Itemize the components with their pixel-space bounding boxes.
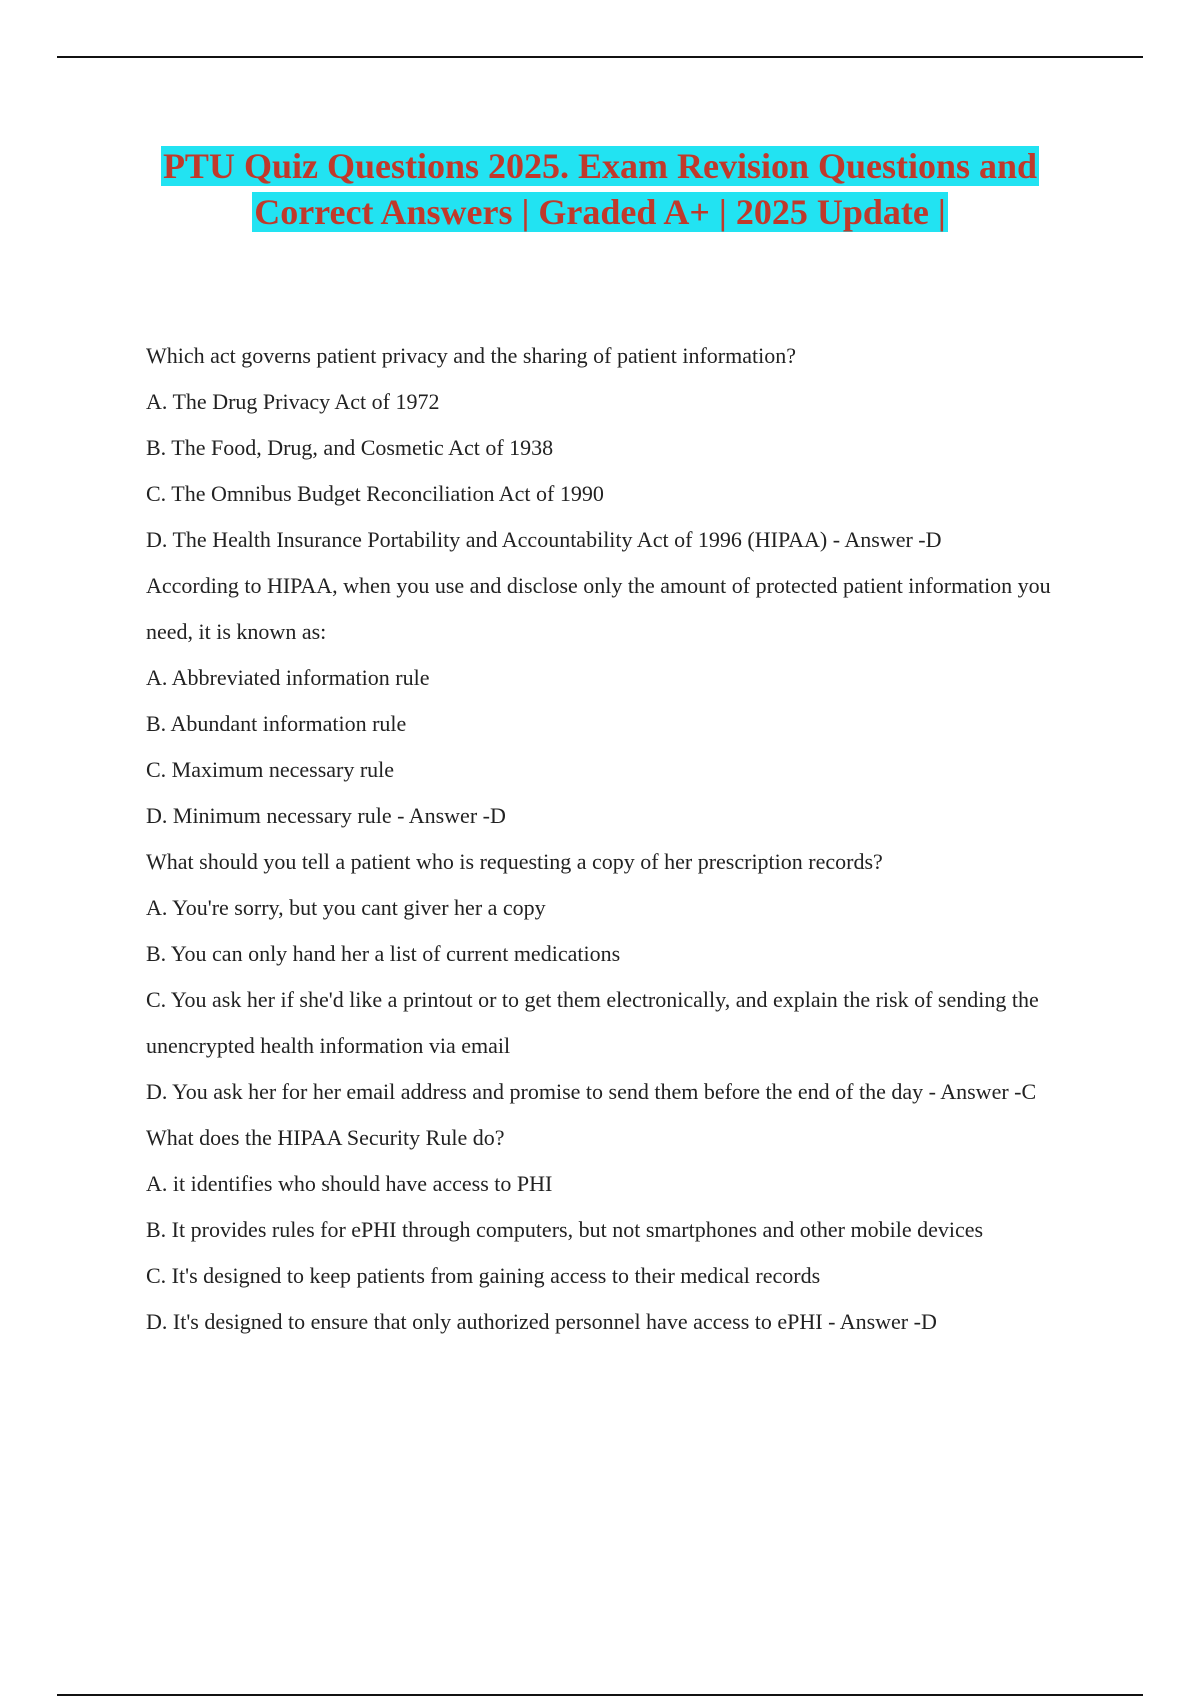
- question-3-option-d: D. You ask her for her email address and promise to send them before the end of the day - Answer -C: [146, 1079, 1037, 1104]
- question-2-option-d: D. Minimum necessary rule - Answer -D: [146, 803, 506, 828]
- question-2: According to HIPAA, when you use and disclose only the amount of protected patient information you: [146, 573, 1051, 598]
- top-rule: [57, 56, 1143, 58]
- question-4-option-a: A. it identifies who should have access to PHI: [146, 1171, 553, 1196]
- question-4-option-c: C. It's designed to keep patients from gaining access to their medical records: [146, 1263, 821, 1288]
- bottom-rule: [57, 1694, 1143, 1696]
- question-1-option-b: B. The Food, Drug, and Cosmetic Act of 1938: [146, 435, 554, 460]
- question-3-option-c: C. You ask her if she'd like a printout or to get them electronically, and explain the risk of sending the: [146, 987, 1039, 1012]
- question-3-option-c-continued: unencrypted health information via email: [146, 1033, 511, 1058]
- question-1-option-c: C. The Omnibus Budget Reconciliation Act of 1990: [146, 481, 604, 506]
- question-3-option-a: A. You're sorry, but you cant giver her a copy: [146, 895, 546, 920]
- document-body: [146, 342, 1096, 1354]
- question-4-option-d: D. It's designed to ensure that only authorized personnel have access to ePHI - Answer -D: [146, 1309, 937, 1334]
- question-2-continued: need, it is known as:: [146, 619, 327, 644]
- question-1-option-a: A. The Drug Privacy Act of 1972: [146, 389, 440, 414]
- document-title: [100, 143, 1100, 235]
- question-1: Which act governs patient privacy and the sharing of patient information?: [146, 343, 796, 368]
- question-3: What should you tell a patient who is requesting a copy of her prescription records?: [146, 849, 883, 874]
- question-4-option-b: B. It provides rules for ePHI through computers, but not smartphones and other mobile devices: [146, 1217, 984, 1242]
- question-3-option-b: B. You can only hand her a list of current medications: [146, 941, 621, 966]
- title-line-1: PTU Quiz Questions 2025. Exam Revision Questions and: [162, 146, 1038, 186]
- title-line-2: Correct Answers | Graded A+ | 2025 Update |: [254, 192, 946, 232]
- question-2-option-b: B. Abundant information rule: [146, 711, 407, 736]
- question-4: What does the HIPAA Security Rule do?: [146, 1125, 505, 1150]
- question-2-option-a: A. Abbreviated information rule: [146, 665, 430, 690]
- question-2-option-c: C. Maximum necessary rule: [146, 757, 395, 782]
- question-1-option-d: D. The Health Insurance Portability and Accountability Act of 1996 (HIPAA) - Answer -D: [146, 527, 942, 552]
